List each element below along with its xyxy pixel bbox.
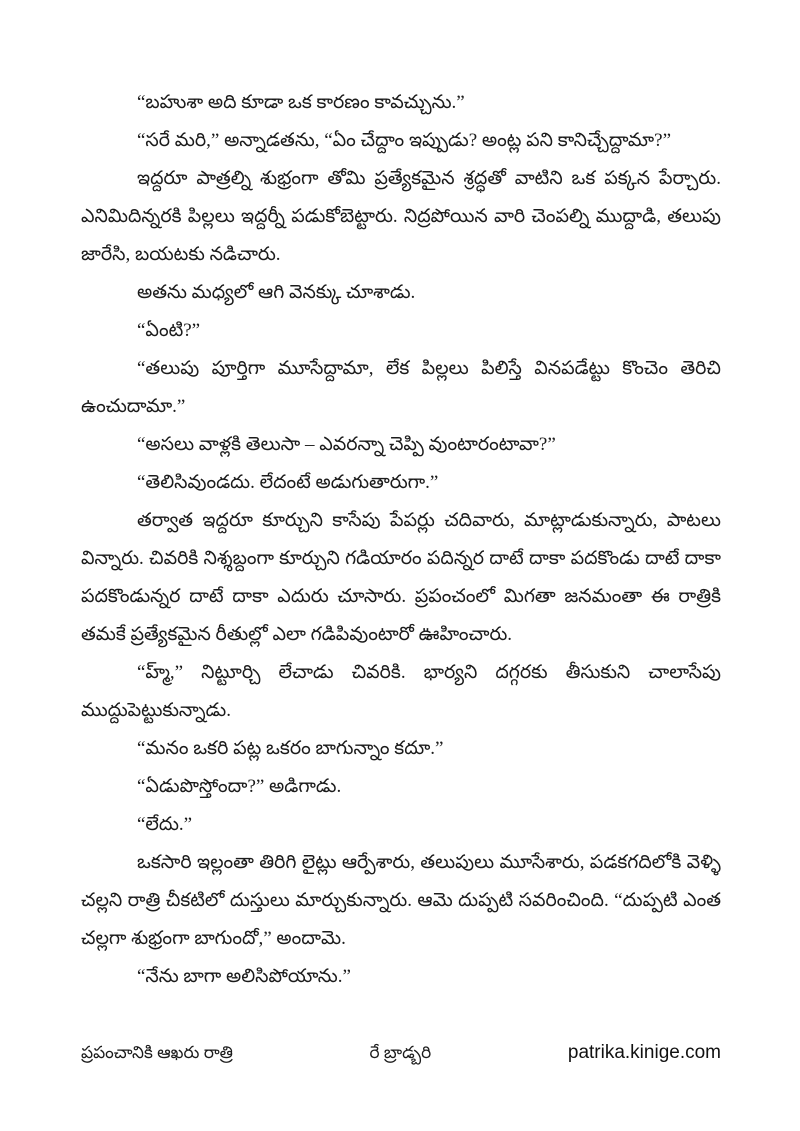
story-paragraph: “అసలు వాళ్లకి తెలుసా – ఎవరన్నా చెప్పి వుంటారంటావా?” — [137, 434, 556, 455]
story-paragraph: “సరే మరి,” అన్నాడతను, “ఏం చేద్దాం ఇప్పుడు? అంట్ల పని కానిచ్చేద్దామా?” — [137, 130, 671, 151]
story-paragraph: “బహుశా అది కూడా ఒక కారణం కావచ్చును.” — [137, 92, 465, 113]
story-paragraph: “నేను బాగా అలిసిపోయాను.” — [137, 966, 351, 987]
story-paragraph: ఒకసారి ఇల్లంతా తిరిగి లైట్లు ఆర్పేశారు, తలుపులు మూసేశారు, పడకగదిలోకి వెళ్ళి చల్లని రాత్రి చీకటిలో దుస్తులు మార్చుకున్నారు. ఆమె దుప్పటి సవరించింది. “దుప్పటి ఎంత చల్లగా శుభ్రంగా బాగుందో,” అందామె. — [81, 852, 721, 949]
story-paragraph: తర్వాత ఇద్దరూ కూర్చుని కాసేపు పేపర్లు చదివారు, మాట్లాడుకున్నారు, పాటలు విన్నారు. చివరికి నిశ్శబ్దంగా కూర్చుని గడియారం పదిన్నర దాటే దాకా పదకొండు దాటే దాకా పదకొండున్నర దాటే దాకా ఎదురు చూసారు. ప్రపంచంలో మిగతా జనమంతా ఈ రాత్రికి తమకే ప్రత్యేకమైన రీతుల్లో ఎలా గడిపివుంటారో ఊహించారు. — [81, 510, 721, 645]
story-paragraph: “ఏడుపొస్తోందా?” అడిగాడు. — [137, 776, 342, 797]
story-paragraph: “హ్మ్,” నిట్టూర్చి లేచాడు చివరికి. భార్యని దగ్గరకు తీసుకుని చాలాసేపు ముద్దుపెట్టుకున్నాడు. — [81, 662, 721, 721]
story-paragraph: “ఏంటి?” — [137, 320, 201, 341]
story-paragraph: “తలుపు పూర్తిగా మూసేద్దామా, లేక పిల్లలు పిలిస్తే వినపడేట్టు కొంచెం తెరిచి ఉంచుదామా.” — [81, 358, 721, 417]
story-paragraph: అతను మధ్యలో ఆగి వెనక్కు చూశాడు. — [137, 282, 416, 303]
story-text-block — [81, 84, 721, 996]
story-paragraph: “మనం ఒకరి పట్ల ఒకరం బాగున్నాం కదూ.” — [137, 738, 444, 759]
page-footer — [81, 1042, 721, 1067]
footer-author-name: రే బ్రాడ్బరి — [369, 1043, 432, 1062]
story-paragraph: “లేదు.” — [137, 814, 193, 835]
footer-website-text: patrika.kinige.com — [567, 1042, 721, 1063]
story-paragraph: ఇద్దరూ పాత్రల్ని శుభ్రంగా తోమి ప్రత్యేకమైన శ్రద్ధతో వాటిని ఒక పక్కన పేర్చారు. ఎనిమిదిన్నరకి పిల్లలు ఇద్దర్నీ పడుకోబెట్టారు. నిద్రపోయిన వారి చెంపల్ని ముద్దాడి, తలుపు జారేసి, బయటకు నడిచారు. — [81, 168, 721, 265]
story-paragraph: “తెలిసివుండదు. లేదంటే అడుగుతారుగా.” — [137, 472, 439, 493]
footer-book-title: ప్రపంచానికి ఆఖరు రాత్రి — [81, 1043, 233, 1062]
